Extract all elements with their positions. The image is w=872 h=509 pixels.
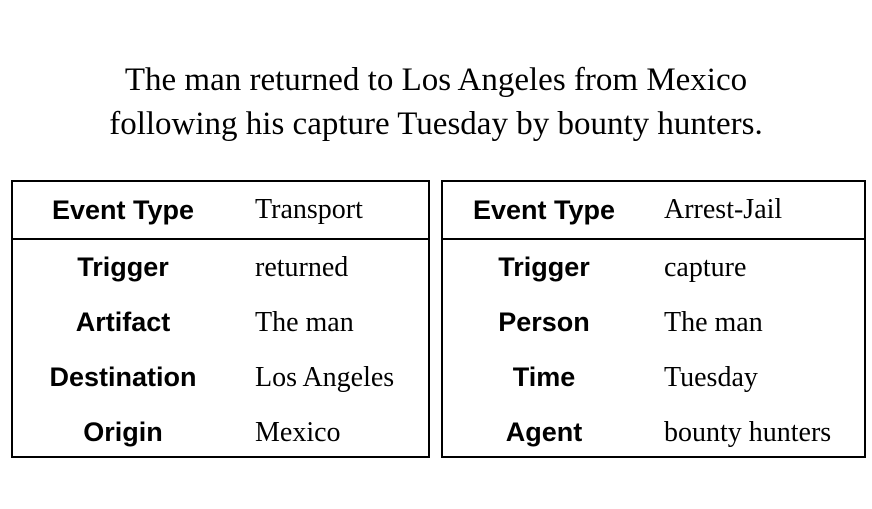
argument-value: Tuesday xyxy=(664,361,758,393)
argument-role: Trigger xyxy=(77,252,169,282)
argument-value: Mexico xyxy=(255,416,341,448)
argument-row xyxy=(443,240,864,295)
argument-value: The man xyxy=(255,306,354,338)
event-type-value: Arrest-Jail xyxy=(664,194,783,225)
argument-value: returned xyxy=(255,251,349,283)
argument-row xyxy=(13,295,428,350)
argument-row xyxy=(13,350,428,405)
argument-row xyxy=(443,405,864,460)
argument-row xyxy=(443,295,864,350)
event-type-row xyxy=(443,182,864,240)
source-sentence xyxy=(0,58,872,146)
argument-role: Person xyxy=(498,307,590,337)
sentence-line-1: The man returned to Los Angeles from Mexico xyxy=(124,62,748,98)
argument-value: capture xyxy=(664,251,747,283)
event-type-key: Event Type xyxy=(51,194,195,225)
argument-role: Trigger xyxy=(498,252,590,282)
argument-role: Time xyxy=(512,362,576,392)
argument-role: Origin xyxy=(83,417,163,447)
argument-value: Los Angeles xyxy=(255,361,395,393)
sentence-line-2: following his capture Tuesday by bounty hunters. xyxy=(109,106,763,142)
argument-value: The man xyxy=(664,306,763,338)
argument-row xyxy=(13,240,428,295)
argument-value: bounty hunters xyxy=(664,416,832,448)
event-table-transport xyxy=(11,180,430,458)
event-table-arrest-jail xyxy=(441,180,866,458)
argument-role: Agent xyxy=(505,417,583,447)
argument-row xyxy=(13,405,428,460)
event-type-value: Transport xyxy=(255,194,363,225)
event-type-key: Event Type xyxy=(472,194,616,225)
event-type-row xyxy=(13,182,428,240)
argument-role: Destination xyxy=(49,362,197,392)
argument-row xyxy=(443,350,864,405)
argument-role: Artifact xyxy=(75,307,171,337)
